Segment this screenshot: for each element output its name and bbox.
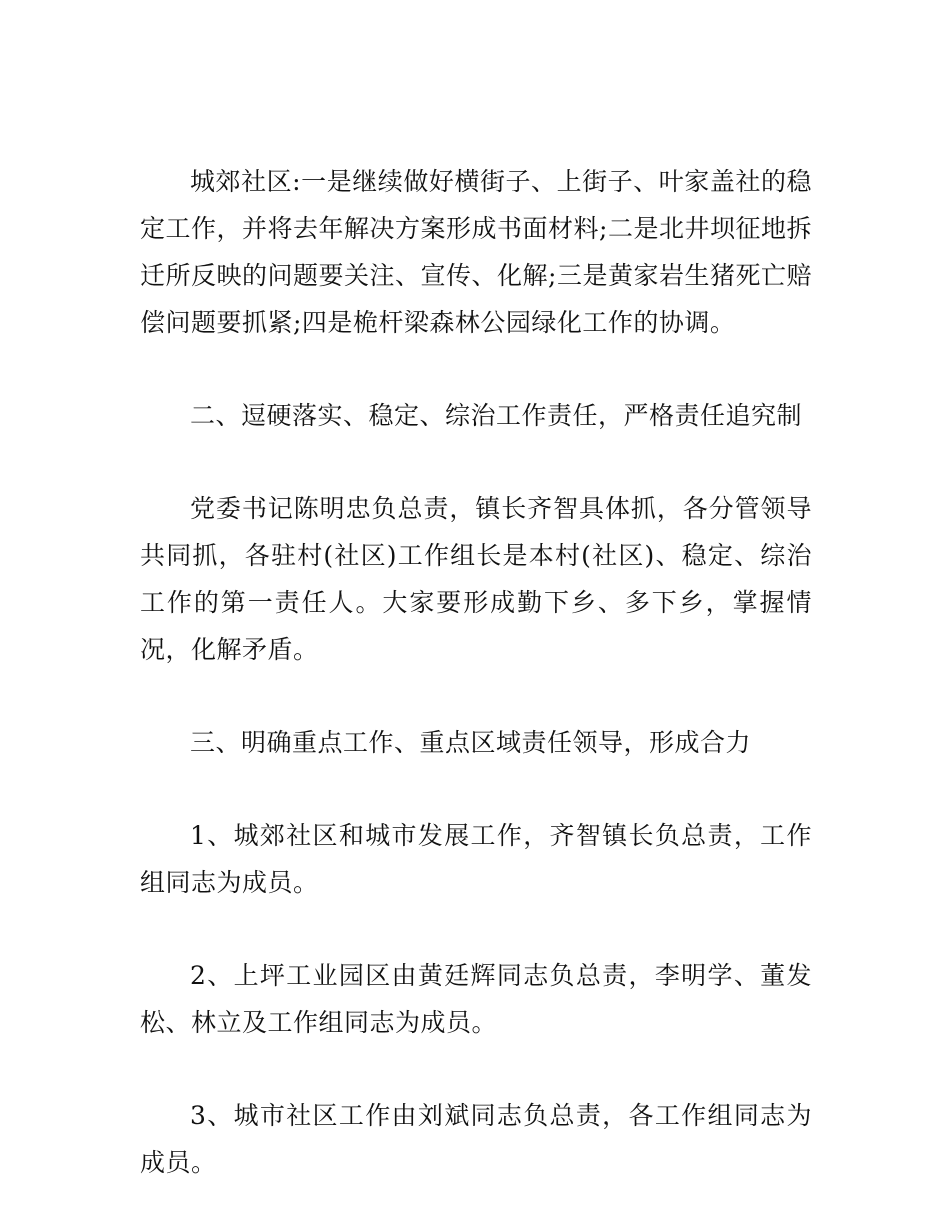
paragraph-chengjiao-community: 城郊社区:一是继续做好横街子、上街子、叶家盖社的稳定工作，并将去年解决方案形成书面材料;二是北井坝征地拆迁所反映的问题要关注、宣传、化解;三是黄家岩生猪死亡赔偿问题要抓紧;四是桅杆梁森林公园绿化工作的协调。	[140, 167, 812, 337]
list-item-3: 3、城市社区工作由刘斌同志负总责，各工作组同志为成员。	[140, 1101, 812, 1177]
document-body	[140, 158, 812, 1186]
section-heading-three: 三、明确重点工作、重点区域责任领导，形成合力	[190, 728, 752, 757]
section-heading-two: 二、逗硬落实、稳定、综治工作责任，严格责任追究制	[190, 401, 803, 430]
list-item-1: 1、城郊社区和城市发展工作，齐智镇长负总责，工作组同志为成员。	[140, 821, 812, 897]
paragraph-responsibility: 党委书记陈明忠负总责，镇长齐智具体抓，各分管领导共同抓，各驻村(社区)工作组长是本村(社区)、稳定、综治工作的第一责任人。大家要形成勤下乡、多下乡，掌握情况，化解矛盾。	[140, 494, 812, 664]
list-item-2: 2、上坪工业园区由黄廷辉同志负总责，李明学、董发松、林立及工作组同志为成员。	[140, 961, 812, 1037]
